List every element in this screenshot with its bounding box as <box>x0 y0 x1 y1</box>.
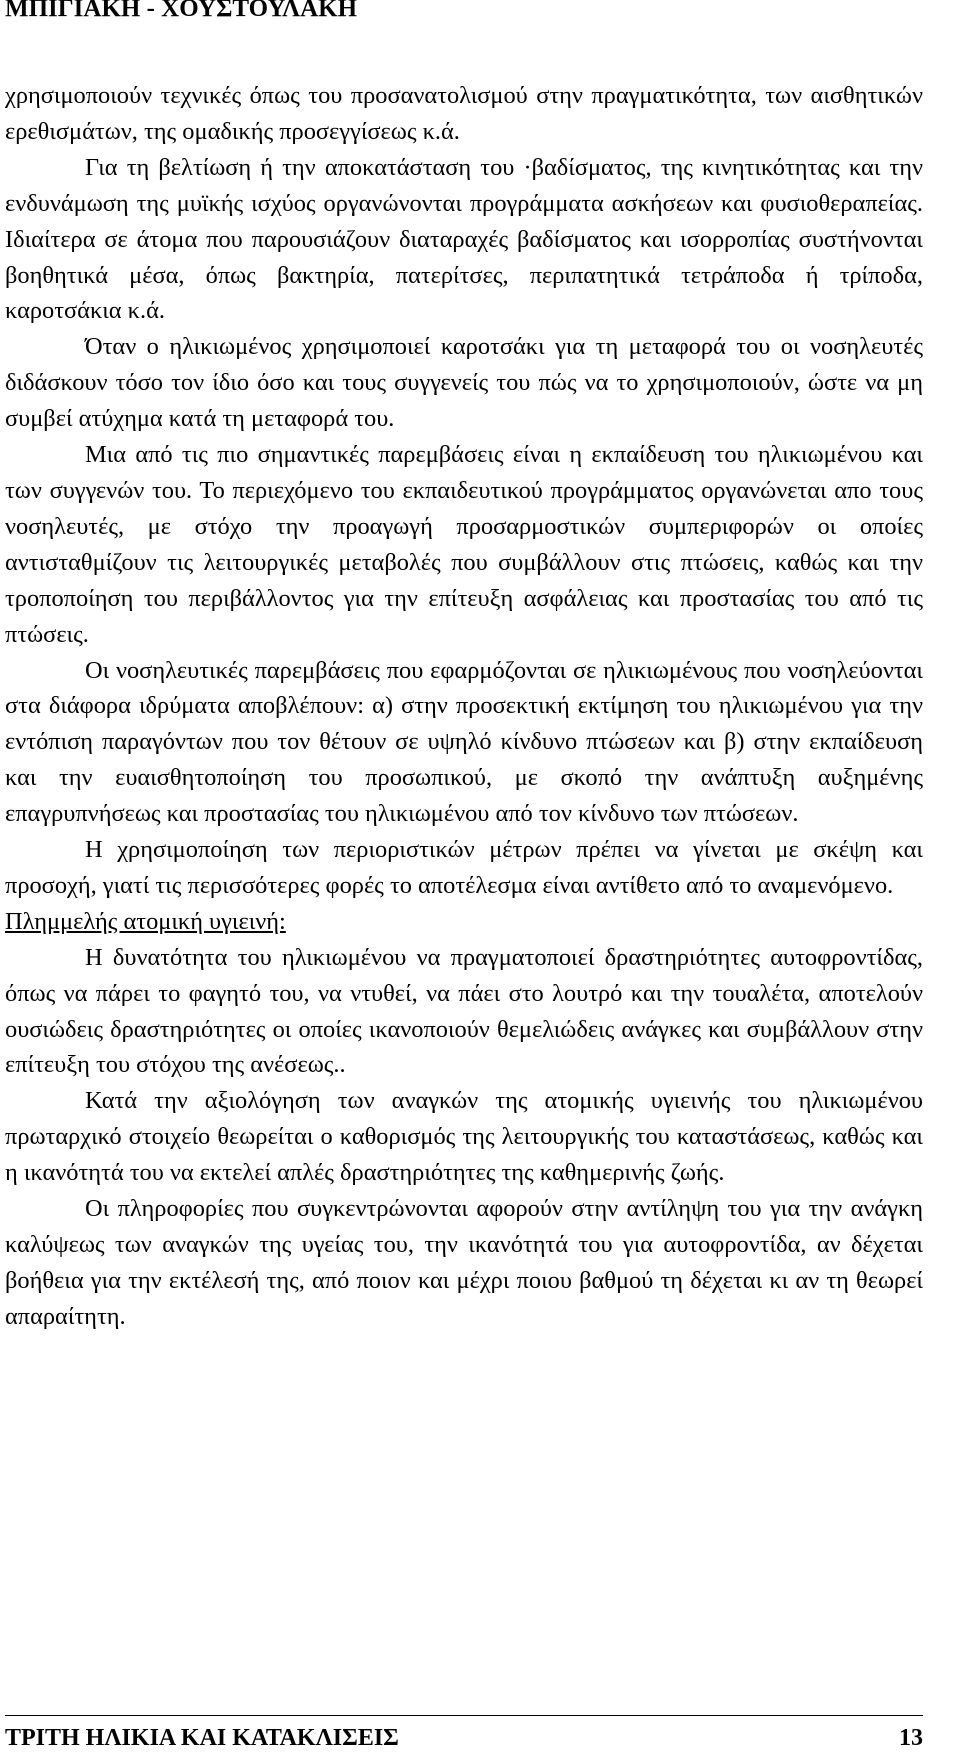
footer-title: ΤΡΙΤΗ ΗΛΙΚΙΑ ΚΑΙ ΚΑΤΑΚΛΙΣΕΙΣ <box>5 1725 399 1751</box>
page-number: 13 <box>899 1725 923 1751</box>
footer-divider <box>5 1715 923 1716</box>
section-heading: Πλημμελής ατομική υγιεινή: <box>5 907 286 935</box>
paragraph: χρησιμοποιούν τεχνικές όπως του προσανατολισμού στην πραγματικότητα, των αισθητικών ερεθισμάτων, της ομαδικής προσεγγίσεως κ.ά. <box>5 82 923 145</box>
running-header: ΜΠΙΓΙΑΚΗ - ΧΟΥΣΤΟΥΛΑΚΗ <box>5 0 358 22</box>
paragraph: Όταν ο ηλικιωμένος χρησιμοποιεί καροτσάκι για τη μεταφορά του οι νοσηλευτές διδάσκουν τόσο τον ίδιο όσο και τους συγγενείς του πώς να το χρησιμοποιούν, ώστε να μη συμβεί ατύχημα κατά τη μεταφορά του. <box>5 333 923 433</box>
paragraph: Μια από τις πιο σημαντικές παρεμβάσεις είναι η εκπαίδευση του ηλικιωμένου και των συγγενών του. Το περιεχόμενο του εκπαιδευτικού προγράμματος οργανώνεται απο τους νοσηλευτές, με στόχο την προαγωγή προσαρμοστικών συμπεριφορών οι οποίες αντισταθμίζουν τις λειτουργικές μεταβολές που συμβάλλουν στις πτώσεις, καθώς και την τροποποίηση του περιβάλλοντος για την επίτευξη ασφάλειας και προστασίας του από τις πτώσεις. <box>5 441 923 648</box>
paragraph: Η χρησιμοποίηση των περιοριστικών μέτρων πρέπει να γίνεται με σκέψη και προσοχή, γιατί τις περισσότερες φορές το αποτέλεσμα είναι αντίθετο από το αναμενόμενο. <box>5 836 923 899</box>
paragraph: Κατά την αξιολόγηση των αναγκών της ατομικής υγιεινής του ηλικιωμένου πρωταρχικό στοιχείο θεωρείται ο καθορισμός της λειτουργικής του καταστάσεως, καθώς και η ικανότητά του να εκτελεί απλές δραστηριότητες της καθημερινής ζωής. <box>5 1087 923 1187</box>
paragraph: Η δυνατότητα του ηλικιωμένου να πραγματοποιεί δραστηριότητες αυτοφροντίδας, όπως να πάρει το φαγητό του, να ντυθεί, να πάει στο λουτρό και την τουαλέτα, αποτελούν ουσιώδεις δραστηριότητες οι οποίες ικανοποιούν θεμελιώδεις ανάγκες και συμβάλλουν στην επίτευξη του στόχου της ανέσεως.. <box>5 943 923 1079</box>
paragraph: Οι πληροφορίες που συγκεντρώνονται αφορούν στην αντίληψη του για την ανάγκη καλύψεως των αναγκών της υγείας του, την ικανότητά του για αυτοφροντίδα, αν δέχεται βοήθεια για την εκτέλεσή της, από ποιον και μέχρι ποιου βαθμού τη δέχεται κι αν τη θεωρεί απαραίτητη. <box>5 1195 923 1330</box>
body-text <box>5 78 923 1335</box>
paragraph: Οι νοσηλευτικές παρεμβάσεις που εφαρμόζονται σε ηλικιωμένους που νοσηλεύονται στα διάφορα ιδρύματα αποβλέπουν: α) στην προσεκτική εκτίμηση του ηλικιωμένου για την εντόπιση παραγόντων που τον θέτουν σε υψηλό κίνδυνο πτώσεων και β) στην εκπαίδευση και την ευαισθητοποίηση του προσωπικού, με σκοπό την ανάπτυξη αυξημένης επαγρυπνήσεως και προστασίας του ηλικιωμένου από τον κίνδυνο των πτώσεων. <box>5 656 923 828</box>
paragraph: Για τη βελτίωση ή την αποκατάσταση του ·βαδίσματος, της κινητικότητας και την ενδυνάμωση της μυϊκής ισχύος οργανώνονται προγράμματα ασκήσεων και φυσιοθεραπείας. Ιδιαίτερα σε άτομα που παρουσιάζουν διαταραχές βαδίσματος και ισορροπίας συστήνονται βοηθητικά μέσα, όπως βακτηρία, πατερίτσες, περιπατητικά τετράποδα ή τρίποδα, καροτσάκια κ.ά. <box>5 153 923 325</box>
